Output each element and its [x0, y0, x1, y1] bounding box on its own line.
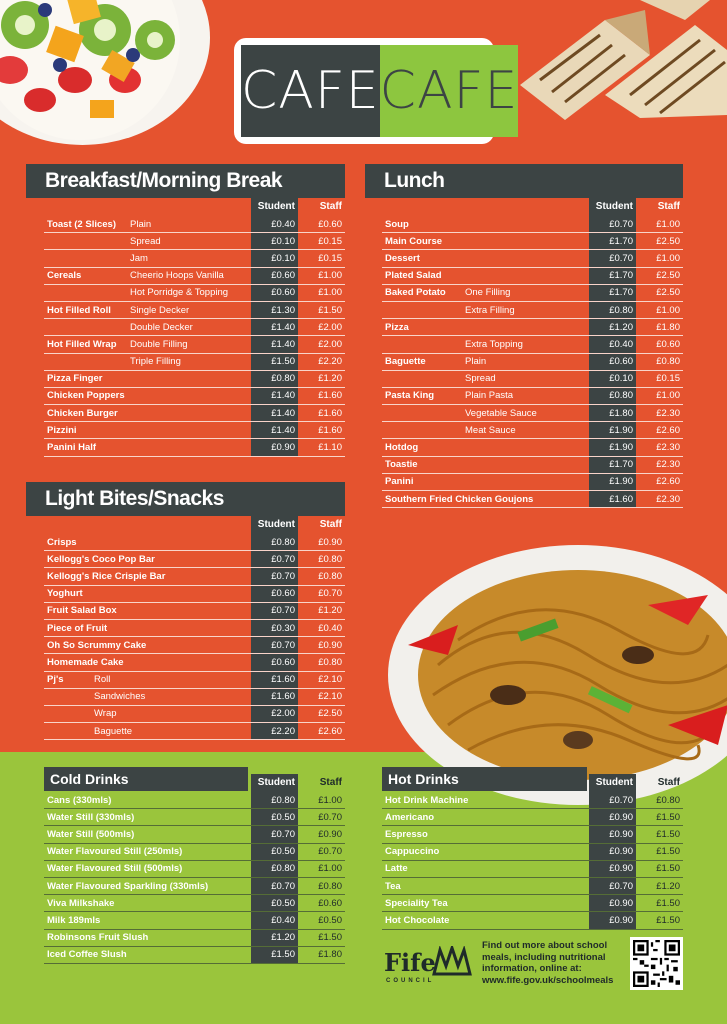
- item-name: Homemade Cake: [47, 656, 124, 668]
- staff-price: £2.30: [656, 459, 680, 471]
- menu-row: [44, 672, 345, 689]
- staff-column-header: Staff: [319, 777, 342, 788]
- menu-row: [44, 319, 345, 336]
- item-name: Water Flavoured Sparkling (330mls): [47, 880, 209, 892]
- item-option: Baguette: [94, 725, 133, 737]
- staff-price: £0.15: [318, 252, 342, 264]
- item-option: Roll: [94, 674, 111, 686]
- item-name: Soup: [385, 218, 409, 230]
- menu-row: [44, 637, 345, 654]
- menu-row: [44, 586, 345, 603]
- student-price: £0.80: [251, 371, 298, 387]
- staff-price: £2.20: [318, 356, 342, 368]
- menu-row: [382, 895, 683, 912]
- menu-row: [44, 878, 345, 895]
- item-name: Baked Potato: [385, 287, 446, 299]
- student-price: £1.20: [589, 319, 636, 335]
- item-name: Panini Half: [47, 442, 97, 454]
- staff-column-header: Staff: [319, 519, 342, 530]
- staff-price: £1.60: [318, 424, 342, 436]
- panini-wraps-image: [510, 0, 727, 125]
- item-option: Plain: [130, 218, 152, 230]
- item-name: Americano: [385, 811, 435, 823]
- student-price: £0.90: [251, 439, 298, 455]
- staff-price: £0.90: [318, 828, 342, 840]
- student-price: £2.20: [251, 723, 298, 739]
- staff-price: £0.50: [318, 914, 342, 926]
- menu-row: [382, 912, 683, 929]
- item-name: Yoghurt: [47, 588, 83, 600]
- staff-price: £0.90: [318, 639, 342, 651]
- item-option: Extra Filling: [465, 304, 515, 316]
- student-price: £0.60: [251, 586, 298, 602]
- staff-price: £2.60: [656, 424, 680, 436]
- item-name: Espresso: [385, 828, 428, 840]
- student-price: £2.00: [251, 706, 298, 722]
- staff-price: £1.00: [318, 794, 342, 806]
- student-price: £0.70: [251, 568, 298, 584]
- staff-price: £0.70: [318, 588, 342, 600]
- staff-price: £0.40: [318, 622, 342, 634]
- cold-drinks-title: Cold Drinks: [44, 767, 248, 791]
- item-name: Pizzini: [47, 424, 77, 436]
- student-column-header: Student: [251, 516, 298, 534]
- staff-price: £1.60: [318, 407, 342, 419]
- staff-price: £1.00: [656, 218, 680, 230]
- staff-column-header: Staff: [319, 201, 342, 212]
- student-price: £0.90: [589, 895, 636, 911]
- staff-price: £1.00: [318, 287, 342, 299]
- student-price: £0.90: [589, 912, 636, 928]
- staff-price: £2.50: [656, 235, 680, 247]
- menu-row: [382, 302, 683, 319]
- item-option: One Filling: [465, 287, 511, 299]
- item-option: Spread: [465, 373, 496, 385]
- item-name: Cereals: [47, 270, 82, 282]
- item-name: Hot Chocolate: [385, 914, 450, 926]
- student-price: £0.70: [251, 878, 298, 894]
- student-price: £1.20: [251, 930, 298, 946]
- menu-row: [382, 285, 683, 302]
- staff-price: £1.50: [656, 897, 680, 909]
- column-header-row: [44, 516, 345, 534]
- staff-price: £1.80: [318, 949, 342, 961]
- qr-code[interactable]: [630, 937, 683, 990]
- item-name: Latte: [385, 863, 408, 875]
- cafe-logo: [234, 38, 519, 144]
- staff-price: £2.50: [318, 708, 342, 720]
- student-price: £0.70: [589, 216, 636, 232]
- student-price: £0.70: [589, 792, 636, 808]
- menu-row: [44, 285, 345, 302]
- student-price: £0.60: [589, 354, 636, 370]
- menu-row: [382, 792, 683, 809]
- menu-row: [44, 620, 345, 637]
- student-price: £1.60: [251, 672, 298, 688]
- staff-price: £1.20: [318, 373, 342, 385]
- student-price: £0.90: [589, 809, 636, 825]
- hot-drinks-title: Hot Drinks: [382, 767, 587, 791]
- menu-row: [44, 930, 345, 947]
- menu-row: [44, 861, 345, 878]
- student-column-header: Student: [589, 774, 636, 792]
- item-name: Robinsons Fruit Slush: [47, 932, 149, 944]
- item-name: Cans (330mls): [47, 794, 112, 806]
- menu-row: [44, 654, 345, 671]
- column-header-row: [44, 774, 345, 792]
- staff-price: £1.60: [318, 390, 342, 402]
- menu-row: [44, 723, 345, 740]
- menu-row: [44, 706, 345, 723]
- menu-row: [382, 491, 683, 508]
- menu-row: [44, 603, 345, 620]
- fife-council-logo: [384, 940, 474, 990]
- staff-price: £1.00: [656, 390, 680, 402]
- item-name: Dessert: [385, 252, 420, 264]
- student-price: £1.40: [251, 336, 298, 352]
- staff-price: £2.00: [318, 338, 342, 350]
- item-name: Iced Coffee Slush: [47, 949, 127, 961]
- staff-price: £0.70: [318, 811, 342, 823]
- staff-price: £1.50: [318, 932, 342, 944]
- student-price: £1.70: [589, 268, 636, 284]
- student-price: £0.70: [251, 637, 298, 653]
- item-name: Speciality Tea: [385, 897, 448, 909]
- student-price: £0.70: [251, 551, 298, 567]
- menu-row: [44, 534, 345, 551]
- item-name: Oh So Scrummy Cake: [47, 639, 147, 651]
- staff-price: £2.10: [318, 691, 342, 703]
- student-price: £1.50: [251, 947, 298, 963]
- item-option: Spread: [130, 235, 161, 247]
- student-price: £1.70: [589, 285, 636, 301]
- item-name: Pasta King: [385, 390, 435, 402]
- menu-row: [382, 878, 683, 895]
- student-price: £1.40: [251, 388, 298, 404]
- item-name: Milk 189mls: [47, 914, 101, 926]
- item-option: Wrap: [94, 708, 117, 720]
- staff-price: £0.60: [656, 338, 680, 350]
- item-name: Hotdog: [385, 442, 419, 454]
- item-name: Water Flavoured Still (500mls): [47, 863, 183, 875]
- student-price: £0.90: [589, 844, 636, 860]
- menu-row: [44, 336, 345, 353]
- student-price: £1.90: [589, 439, 636, 455]
- menu-row: [44, 302, 345, 319]
- lunch-title: Lunch: [365, 164, 683, 198]
- staff-price: £1.20: [318, 605, 342, 617]
- student-price: £1.90: [589, 422, 636, 438]
- item-name: Chicken Poppers: [47, 390, 125, 402]
- staff-price: £2.30: [656, 442, 680, 454]
- student-price: £1.70: [589, 233, 636, 249]
- staff-price: £1.50: [656, 914, 680, 926]
- student-price: £0.80: [251, 861, 298, 877]
- qr-code-icon: [633, 940, 680, 987]
- menu-row: [382, 439, 683, 456]
- item-name: Chicken Burger: [47, 407, 118, 419]
- item-option: Double Decker: [130, 321, 193, 333]
- student-price: £0.50: [251, 895, 298, 911]
- item-name: Tea: [385, 880, 401, 892]
- menu-row: [44, 354, 345, 371]
- student-price: £0.30: [251, 620, 298, 636]
- student-column-header: Student: [589, 198, 636, 216]
- student-price: £0.90: [589, 826, 636, 842]
- menu-row: [382, 861, 683, 878]
- student-price: £1.30: [251, 302, 298, 318]
- menu-row: [44, 689, 345, 706]
- breakfast-table: [44, 198, 345, 457]
- menu-row: [382, 405, 683, 422]
- item-name: Pizza: [385, 321, 409, 333]
- menu-row: [382, 422, 683, 439]
- menu-row: [44, 826, 345, 843]
- item-name: Hot Drink Machine: [385, 794, 469, 806]
- menu-row: [382, 250, 683, 267]
- student-price: £0.40: [589, 336, 636, 352]
- staff-price: £1.00: [318, 863, 342, 875]
- item-name: Crisps: [47, 536, 77, 548]
- menu-row: [44, 844, 345, 861]
- item-option: Jam: [130, 252, 148, 264]
- student-price: £0.60: [251, 654, 298, 670]
- staff-price: £1.50: [656, 828, 680, 840]
- student-price: £1.40: [251, 319, 298, 335]
- column-header-row: [382, 774, 683, 792]
- student-price: £0.80: [589, 388, 636, 404]
- item-option: Double Filling: [130, 338, 188, 350]
- student-price: £0.80: [251, 792, 298, 808]
- footer-info-url[interactable]: www.fife.gov.uk/schoolmeals: [482, 974, 614, 986]
- lunch-table: [382, 198, 683, 508]
- student-price: £0.80: [589, 302, 636, 318]
- student-column-header: Student: [251, 774, 298, 792]
- staff-price: £0.80: [656, 356, 680, 368]
- item-name: Panini: [385, 476, 414, 488]
- item-name: Southern Fried Chicken Goujons: [385, 493, 534, 505]
- staff-price: £2.00: [318, 321, 342, 333]
- item-option: Single Decker: [130, 304, 190, 316]
- staff-price: £0.60: [318, 897, 342, 909]
- item-name: Hot Filled Wrap: [47, 338, 117, 350]
- menu-row: [44, 912, 345, 929]
- staff-price: £2.50: [656, 287, 680, 299]
- staff-price: £1.10: [318, 442, 342, 454]
- item-name: Kellogg's Rice Crispie Bar: [47, 570, 166, 582]
- staff-price: £0.80: [318, 553, 342, 565]
- staff-price: £1.50: [318, 304, 342, 316]
- student-price: £0.70: [251, 826, 298, 842]
- item-name: Plated Salad: [385, 270, 442, 282]
- item-name: Viva Milkshake: [47, 897, 115, 909]
- student-price: £0.40: [251, 912, 298, 928]
- item-option: Plain: [465, 356, 487, 368]
- staff-price: £0.80: [318, 570, 342, 582]
- menu-row: [382, 809, 683, 826]
- item-name: Main Course: [385, 235, 443, 247]
- item-name: Toastie: [385, 459, 418, 471]
- item-name: Piece of Fruit: [47, 622, 108, 634]
- menu-row: [44, 268, 345, 285]
- student-price: £0.70: [589, 250, 636, 266]
- item-option: Cheerio Hoops Vanilla: [130, 270, 224, 282]
- menu-row: [44, 439, 345, 456]
- fife-crown-icon: [432, 946, 472, 976]
- menu-row: [44, 568, 345, 585]
- menu-row: [382, 319, 683, 336]
- logo-right-text: CAFE: [380, 45, 519, 137]
- menu-row: [382, 336, 683, 353]
- student-price: £0.70: [589, 878, 636, 894]
- staff-price: £0.80: [318, 656, 342, 668]
- item-name: Pizza Finger: [47, 373, 103, 385]
- item-option: Meat Sauce: [465, 424, 516, 436]
- item-option: Sandwiches: [94, 691, 146, 703]
- item-option: Triple Filling: [130, 356, 181, 368]
- breakfast-title: Breakfast/Morning Break: [26, 164, 345, 198]
- staff-price: £2.60: [318, 725, 342, 737]
- item-option: Hot Porridge & Topping: [130, 287, 229, 299]
- student-price: £1.60: [251, 689, 298, 705]
- footer-info-line: Find out more about school: [482, 940, 608, 951]
- menu-row: [382, 216, 683, 233]
- item-name: Fruit Salad Box: [47, 605, 117, 617]
- menu-row: [382, 844, 683, 861]
- staff-price: £0.15: [318, 235, 342, 247]
- student-price: £1.90: [589, 474, 636, 490]
- column-header-row: [382, 198, 683, 216]
- item-name: Toast (2 Slices): [47, 218, 116, 230]
- student-price: £1.60: [589, 491, 636, 507]
- student-price: £0.50: [251, 809, 298, 825]
- menu-row: [44, 895, 345, 912]
- item-name: Cappuccino: [385, 846, 440, 858]
- item-name: Water Still (500mls): [47, 828, 135, 840]
- item-name: Water Flavoured Still (250mls): [47, 846, 183, 858]
- staff-price: £1.00: [656, 304, 680, 316]
- staff-price: £2.30: [656, 407, 680, 419]
- staff-price: £1.50: [656, 811, 680, 823]
- menu-row: [44, 233, 345, 250]
- item-name: Pj's: [47, 674, 64, 686]
- student-price: £0.10: [251, 250, 298, 266]
- menu-row: [44, 216, 345, 233]
- hot-drinks-table: [382, 774, 683, 930]
- student-price: £0.60: [251, 268, 298, 284]
- staff-price: £0.80: [656, 794, 680, 806]
- student-price: £0.40: [251, 216, 298, 232]
- student-price: £1.40: [251, 405, 298, 421]
- staff-price: £2.60: [656, 476, 680, 488]
- footer-info-line: meals, including nutritional: [482, 951, 606, 963]
- student-price: £0.90: [589, 861, 636, 877]
- staff-price: £2.50: [656, 270, 680, 282]
- staff-price: £2.30: [656, 493, 680, 505]
- student-price: £0.50: [251, 844, 298, 860]
- item-name: Kellogg's Coco Pop Bar: [47, 553, 155, 565]
- staff-column-header: Staff: [657, 777, 680, 788]
- staff-price: £1.00: [656, 252, 680, 264]
- fife-council-text: COUNCIL: [386, 978, 435, 984]
- menu-row: [382, 826, 683, 843]
- staff-price: £0.80: [318, 880, 342, 892]
- student-column-header: Student: [251, 198, 298, 216]
- staff-price: £0.70: [318, 846, 342, 858]
- menu-row: [44, 422, 345, 439]
- menu-row: [382, 371, 683, 388]
- staff-price: £0.60: [318, 218, 342, 230]
- staff-price: £1.50: [656, 863, 680, 875]
- student-price: £1.80: [589, 405, 636, 421]
- menu-row: [382, 233, 683, 250]
- menu-row: [44, 388, 345, 405]
- student-price: £1.50: [251, 354, 298, 370]
- footer-info: [482, 940, 627, 986]
- menu-row: [44, 792, 345, 809]
- menu-row: [382, 388, 683, 405]
- item-name: Baguette: [385, 356, 426, 368]
- item-option: Plain Pasta: [465, 390, 514, 402]
- item-option: Vegetable Sauce: [465, 407, 537, 419]
- staff-price: £1.20: [656, 880, 680, 892]
- menu-row: [382, 474, 683, 491]
- snacks-title: Light Bites/Snacks: [26, 482, 345, 516]
- student-price: £1.70: [589, 457, 636, 473]
- item-name: Hot Filled Roll: [47, 304, 111, 316]
- menu-row: [44, 371, 345, 388]
- staff-price: £2.10: [318, 674, 342, 686]
- menu-row: [382, 268, 683, 285]
- snacks-table: [44, 516, 345, 740]
- item-name: Water Still (330mls): [47, 811, 135, 823]
- fruit-salad-image: [0, 0, 210, 145]
- menu-row: [44, 405, 345, 422]
- staff-price: £1.00: [318, 270, 342, 282]
- menu-row: [382, 457, 683, 474]
- student-price: £1.40: [251, 422, 298, 438]
- menu-row: [382, 354, 683, 371]
- menu-row: [44, 250, 345, 267]
- fife-logo-text: Fife: [384, 948, 436, 977]
- cold-drinks-table: [44, 774, 345, 964]
- student-price: £0.10: [251, 233, 298, 249]
- column-header-row: [44, 198, 345, 216]
- staff-column-header: Staff: [657, 201, 680, 212]
- menu-row: [44, 947, 345, 964]
- student-price: £0.10: [589, 371, 636, 387]
- staff-price: £0.90: [318, 536, 342, 548]
- staff-price: £1.80: [656, 321, 680, 333]
- student-price: £0.80: [251, 534, 298, 550]
- staff-price: £1.50: [656, 846, 680, 858]
- logo-left-text: CAFE: [241, 45, 380, 137]
- student-price: £0.70: [251, 603, 298, 619]
- menu-row: [44, 809, 345, 826]
- footer-info-line: information, online at:: [482, 963, 582, 974]
- student-price: £0.60: [251, 285, 298, 301]
- item-option: Extra Topping: [465, 338, 523, 350]
- staff-price: £0.15: [656, 373, 680, 385]
- menu-row: [44, 551, 345, 568]
